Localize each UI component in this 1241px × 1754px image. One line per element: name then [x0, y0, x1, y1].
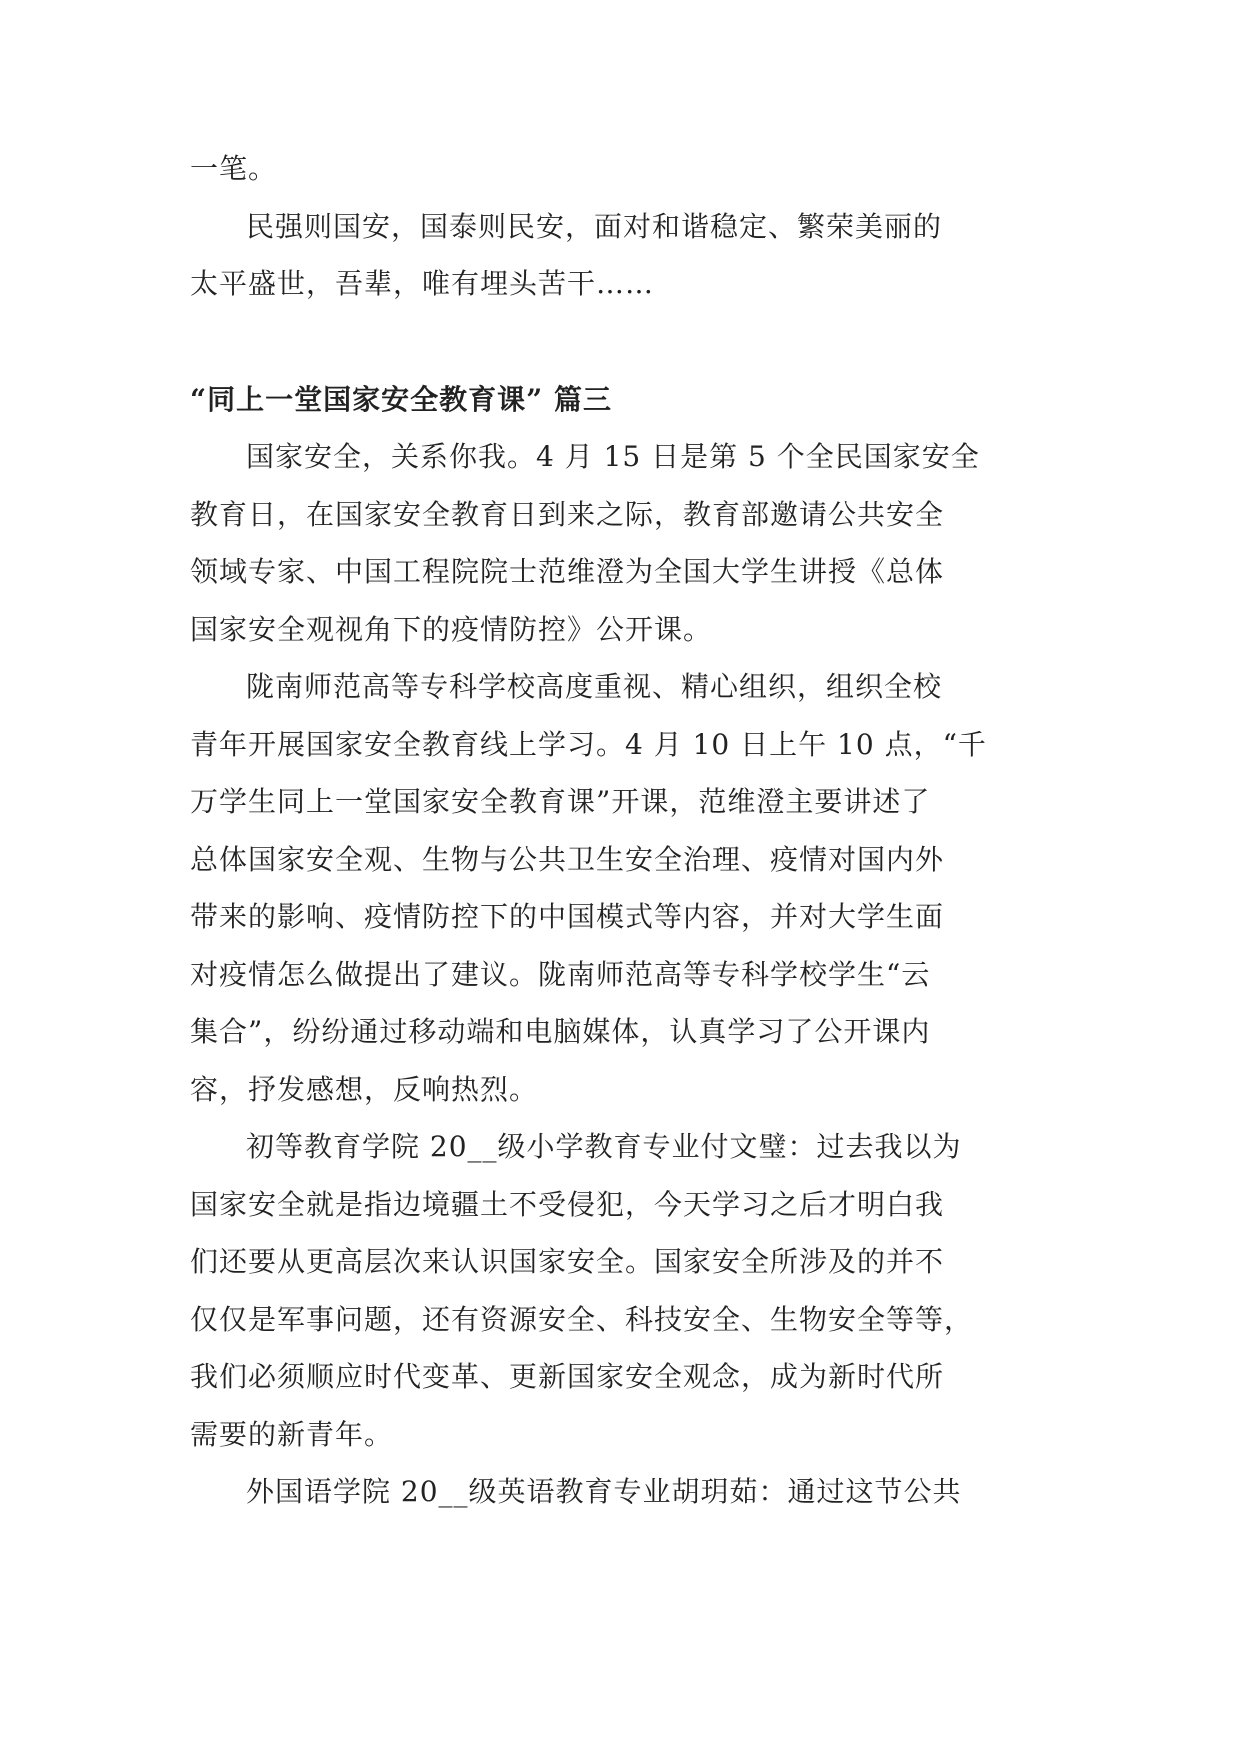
text-line: 集合”，纷纷通过移动端和电脑媒体，认真学习了公开课内	[190, 1015, 931, 1048]
text-line: 国家安全，关系你我。4 月 15 日是第 5 个全民国家安全	[246, 440, 980, 473]
text-line: 国家安全就是指边境疆土不受侵犯，今天学习之后才明白我	[190, 1187, 945, 1221]
text-line: 万学生同上一堂国家安全教育课”开课，范维澄主要讲述了	[190, 785, 931, 818]
text-line: 需要的新青年。	[190, 1417, 394, 1451]
text-line: 领域专家、中国工程院院士范维澄为全国大学生讲授《总体	[190, 555, 945, 588]
blank-line	[190, 313, 1050, 371]
text-line: 民强则国安，国泰则民安，面对和谐稳定、繁荣美丽的	[246, 209, 943, 243]
text-line: 们还要从更高层次来认识国家安全。国家安全所涉及的并不	[190, 1245, 945, 1278]
paragraph-2	[190, 658, 1050, 1118]
paragraph-intro	[190, 140, 1050, 198]
paragraph-3	[190, 1118, 1050, 1463]
text-line: 青年开展国家安全教育线上学习。4 月 10 日上午 10 点，“千	[190, 727, 987, 761]
paragraph-4	[190, 1463, 1050, 1521]
text-line: 总体国家安全观、生物与公共卫生安全治理、疫情对国内外	[190, 842, 945, 876]
text-line: 一笔。	[190, 152, 278, 185]
text-line: 仅仅是军事问题，还有资源安全、科技安全、生物安全等等，	[190, 1302, 974, 1336]
text-line: 外国语学院 20__级英语教育专业胡玥茹：通过这节公共	[246, 1475, 962, 1508]
text-line: 教育日，在国家安全教育日到来之际，教育部邀请公共安全	[190, 497, 945, 531]
text-line: 对疫情怎么做提出了建议。陇南师范高等专科学校学生“云	[190, 957, 931, 991]
text-line: 我们必须顺应时代变革、更新国家安全观念，成为新时代所	[190, 1360, 945, 1393]
text-line: 带来的影响、疫情防控下的中国模式等内容，并对大学生面	[190, 900, 945, 933]
text-line: 国家安全观视角下的疫情防控》公开课。	[190, 612, 713, 646]
text-line: 初等教育学院 20__级小学教育专业付文璧：过去我以为	[246, 1130, 962, 1163]
text-line: 容，抒发感想，反响热烈。	[190, 1072, 539, 1106]
paragraph-1	[190, 428, 1050, 658]
paragraph-closing	[190, 198, 1050, 313]
document-page	[190, 140, 1050, 1521]
section-heading: “同上一堂国家安全教育课” 篇三	[190, 382, 612, 416]
text-line: 太平盛世，吾辈，唯有埋头苦干……	[190, 267, 655, 300]
text-line: 陇南师范高等专科学校高度重视、精心组织，组织全校	[246, 670, 943, 703]
